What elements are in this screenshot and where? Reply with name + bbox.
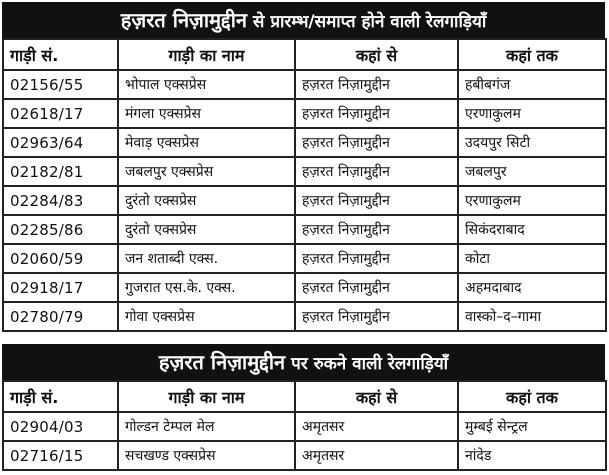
table-row (3, 302, 606, 331)
table-row (3, 215, 606, 244)
column-train-number: गाड़ी सं. (3, 381, 118, 412)
to-station: जबलपुर (458, 157, 606, 186)
halting-trains-section (2, 344, 605, 471)
train-number: 02963/64 (3, 128, 118, 157)
table-row (3, 186, 606, 215)
train-name: मेवाड़ एक्सप्रेस (118, 128, 295, 157)
table-header-row (3, 39, 606, 70)
from-station: अमृतसर (295, 412, 458, 441)
to-station: कोटा (458, 244, 606, 273)
to-station: हबीबगंज (458, 70, 606, 99)
to-station: मुम्बई सेन्ट्रल (458, 412, 606, 441)
from-station: हज़रत निज़ामुद्दीन (295, 157, 458, 186)
column-from: कहां से (295, 381, 458, 412)
heading-text: से प्रारम्भ/समाप्त होने वाली रेलगाड़ियाँ (252, 12, 487, 32)
originating-trains-heading (2, 2, 605, 38)
train-name: भोपाल एक्सप्रेस (118, 70, 295, 99)
heading-station-name: हज़रत निज़ामुद्दीन (158, 350, 286, 374)
train-number: 02618/17 (3, 99, 118, 128)
halting-trains-table (2, 380, 607, 471)
table-row (3, 244, 606, 273)
to-station: अहमदाबाद (458, 273, 606, 302)
train-number: 02285/86 (3, 215, 118, 244)
from-station: हज़रत निज़ामुद्दीन (295, 99, 458, 128)
column-train-name: गाड़ी का नाम (118, 39, 295, 70)
table-header-row (3, 381, 606, 412)
from-station: हज़रत निज़ामुद्दीन (295, 128, 458, 157)
from-station: हज़रत निज़ामुद्दीन (295, 186, 458, 215)
heading-text: पर रुकने वाली रेलगाड़ियाँ (291, 354, 449, 374)
originating-trains-table (2, 38, 607, 332)
train-number: 02182/81 (3, 157, 118, 186)
to-station: नांदेड (458, 441, 606, 470)
train-name: दुरंतो एक्सप्रेस (118, 215, 295, 244)
train-number: 02284/83 (3, 186, 118, 215)
originating-trains-section (2, 2, 605, 332)
train-name: जन शताब्दी एक्स. (118, 244, 295, 273)
table-row (3, 128, 606, 157)
table-row (3, 273, 606, 302)
train-name: मंगला एक्सप्रेस (118, 99, 295, 128)
column-from: कहां से (295, 39, 458, 70)
from-station: हज़रत निज़ामुद्दीन (295, 70, 458, 99)
train-number: 02716/15 (3, 441, 118, 470)
heading-station-name: हज़रत निज़ामुद्दीन (120, 8, 247, 32)
from-station: हज़रत निज़ामुद्दीन (295, 273, 458, 302)
table-row (3, 70, 606, 99)
to-station: वास्को–द–गामा (458, 302, 606, 331)
from-station: हज़रत निज़ामुद्दीन (295, 244, 458, 273)
train-number: 02780/79 (3, 302, 118, 331)
to-station: सिकंदराबाद (458, 215, 606, 244)
column-train-name: गाड़ी का नाम (118, 381, 295, 412)
table-row (3, 412, 606, 441)
to-station: उदयपुर सिटी (458, 128, 606, 157)
table-row (3, 157, 606, 186)
column-to: कहां तक (458, 39, 606, 70)
halting-trains-heading (2, 344, 605, 380)
table-row (3, 441, 606, 470)
column-to: कहां तक (458, 381, 606, 412)
column-train-number: गाड़ी सं. (3, 39, 118, 70)
train-name: गुजरात एस.के. एक्स. (118, 273, 295, 302)
train-number: 02904/03 (3, 412, 118, 441)
train-number: 02918/17 (3, 273, 118, 302)
train-number: 02156/55 (3, 70, 118, 99)
train-name: गोवा एक्सप्रेस (118, 302, 295, 331)
from-station: अमृतसर (295, 441, 458, 470)
to-station: एरणाकुलम (458, 99, 606, 128)
train-name: जबलपुर एक्सप्रेस (118, 157, 295, 186)
from-station: हज़रत निज़ामुद्दीन (295, 215, 458, 244)
train-name: दुरंतो एक्सप्रेस (118, 186, 295, 215)
to-station: एरणाकुलम (458, 186, 606, 215)
train-number: 02060/59 (3, 244, 118, 273)
train-name: गोल्डन टेम्पल मेल (118, 412, 295, 441)
train-name: सचखण्ड एक्सप्रेस (118, 441, 295, 470)
table-row (3, 99, 606, 128)
from-station: हज़रत निज़ामुद्दीन (295, 302, 458, 331)
